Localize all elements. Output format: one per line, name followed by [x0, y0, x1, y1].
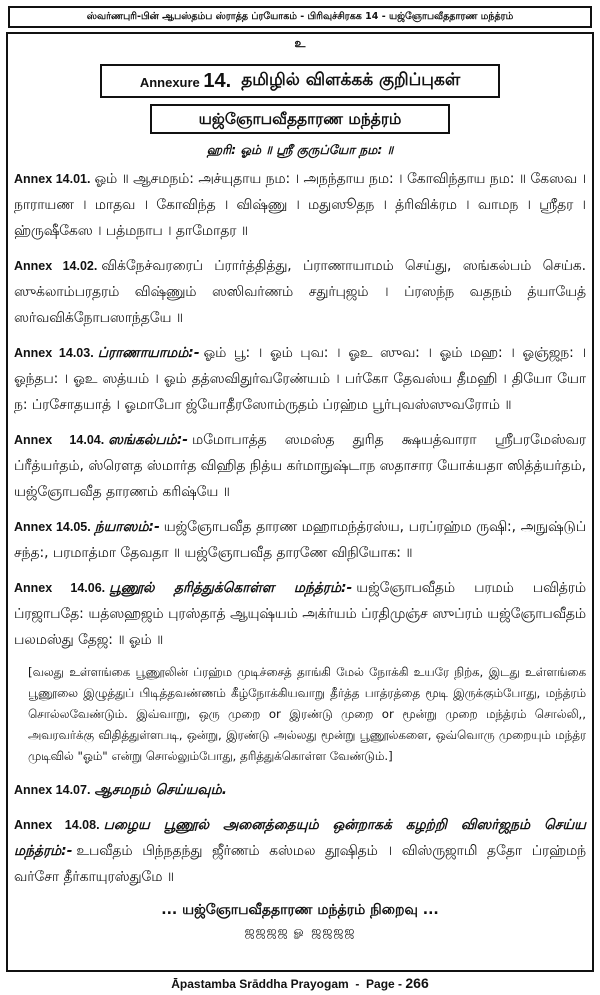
section-14-02 [14, 253, 586, 331]
section-id: Annex 14.03. [14, 346, 94, 360]
instruction-note: [வலது உள்ளங்கை பூணூலின் ப்ரஹ்ம முடிச்சைத் தாங்கி மேல் நோக்கி உயரே நிற்க, இடது உள்ளங்கை பூணூலை இழுத்துப் பிடித்தவண்ணம் கீழ்நோக்கியவாறு தீர்த்த பாத்ரத்தை மூடி இருக்கும்போது, மந்த்ரம் சொல்லவேண்டும். இவ்வாறு, ஒரு முறை or இரண்டு முறை or மூன்று முறை மந்த்ரம் சொல்லி,, அவரவர்க்கு விதித்துள்ளபடி, ஒன்று, இரண்டு அல்லது மூன்று பூணூல்களை, ஒவ்வொரு முறையும் மந்த்ர முடிவில் "ஓம்" என்று சொல்லும்போது, தரித்துக்கொள்ள வேண்டும்.] [28, 665, 586, 763]
invocation-line: ஹரி: ஓம் ॥ ஸ்ரீ குருப்யோ நம: ॥ [206, 142, 394, 157]
section-text: யஜ்ஞோபவீதம் பரமம் பவித்ரம் ப்ரஜாபதே: யத்ஸஹஜம் புரஸ்தாத் ஆயுஷ்யம் அக்ர்யம் ப்ரதிமுஞ்ச ஸுப்ரம் யஜ்ஞோபவீதம் பலமஸ்து தேஜ: ॥ ஓம் ॥ [14, 580, 586, 648]
section-heading: ஸங்கல்பம்:- [108, 432, 188, 448]
footer-separator: - [355, 977, 360, 991]
section-id: Annex 14.06. [14, 581, 106, 595]
ornament-divider: ஜஜஜஜ ௐ ஜஜஜஜ [244, 924, 356, 938]
section-14-05 [14, 514, 586, 566]
section-heading: பழைய பூணூல் அனைத்தையும் ஒன்றாகக் கழற்றி விஸர்ஜநம் செய்ய மந்த்ரம்:- [14, 817, 587, 859]
section-id: Annex 14.07. [14, 783, 91, 797]
page-footer [0, 975, 600, 991]
section-heading: ஆசமநம் செய்யவும். [94, 782, 227, 798]
section-text: யஜ்ஞோபவீத தாரண மஹாமந்த்ரஸ்ய, பரப்ரஹ்ம ருஷி:, அநுஷ்டுப் சந்த:, பரமாத்மா தேவதா ॥ யஜ்ஞோபவீத தாரணே விநியோக: ॥ [14, 519, 586, 561]
annexure-title-box [100, 64, 500, 98]
footer-page-label: Page - [366, 977, 403, 991]
section-id: Annex 14.08. [14, 818, 100, 832]
document-body [14, 166, 586, 941]
section-id: Annex 14.04. [14, 433, 105, 447]
section-14-03 [14, 340, 586, 418]
mantra-title-box: யஜ்ஞோபவீததாரண மந்த்ரம் [150, 104, 450, 134]
section-heading: பூணூல் தரித்துக்கொள்ள மந்த்ரம்:- [109, 580, 353, 596]
section-heading: ப்ராணாயாமம்:- [97, 345, 200, 361]
section-14-08 [14, 812, 586, 890]
section-text: ஓம் பூ: । ஓம் புவ: । ஓஉ ஸுவ: । ஓம் மஹ: । ஓஞ்ஜந: । ஓந்தப: । ஓஉ ஸத்யம் । ஓம் தத்ஸவிதுர்வரேண்யம் । பர்கோ தேவஸ்ய தீமஹி । தியோ யோ ந: ப்ரசோதயாத் । ஓமாபோ ஜ்யோதீரஸோம்ருதம் ப்ரஹ்ம பூர்புவஸ்ஸுவரோம் ॥ [14, 345, 586, 413]
running-head: ஸ்வர்ணபுரி-பின் ஆபஸ்தம்ப ஸ்ராத்த ப்ரயோகம் - பிரிவுச்சிரகக 14 - யஜ்ஞோபவீததாரண மந்த்ரம் [8, 6, 592, 28]
closing-line: ... யஜ்ஞோபவீததாரண மந்த்ரம் நிறைவு ... [161, 902, 439, 918]
section-id: Annex 14.05. [14, 520, 91, 534]
section-heading: ந்யாஸம்:- [94, 519, 160, 535]
page-mark: உ [294, 36, 306, 50]
section-14-07 [14, 777, 586, 803]
section-text: ஓம் ॥ ஆசமநம்: அச்யுதாய நம: । அநந்தாய நம: । கோவிந்தாய நம: ॥ கேஸவ । நாராயண । மாதவ । கோவிந்த । விஷ்ணு । மதுஸூதந । த்ரிவிக்ரம । வாமந । ஸ்ரீதர । ஹ்ருஷீகேஸ । பத்மநாப । தாமோதர ॥ [14, 171, 586, 239]
footer-title: Āpastamba Srāddha Prayogam [171, 977, 349, 991]
section-14-06 [14, 575, 586, 653]
annexure-number: 14. [203, 69, 232, 92]
section-text: உபவீதம் பிந்நதந்து ஜீர்ணம் கஸ்மல தூஷிதம் । விஸ்ருஜாமி ததோ ப்ரஹ்மந் வர்சோ தீர்காயுரஸ்துமே ॥ [14, 843, 586, 885]
section-text: விக்நேச்வரரைப் ப்ரார்த்தித்து, ப்ராணாயாமம் செய்து, ஸங்கல்பம் செய்க. ஸுக்லாம்பரதரம் விஷ்ணும் ஸஸிவர்ணம் சதுர்புஜம் । ப்ரஸந்ந வதநம் த்யாயேத் ஸர்வவிக்நோபஸாந்தயே ॥ [14, 258, 586, 326]
annexure-heading: தமிழில் விளக்கக் குறிப்புகள் [241, 70, 461, 90]
annexure-label: Annexure 14. [139, 69, 232, 92]
section-text: மமோபாத்த ஸமஸ்த துரித க்ஷயத்வாரா ஸ்ரீபரமேஸ்வர ப்ரீத்யர்தம், ஸ்ரௌத ஸ்மார்த விஹித நித்ய கர்மாநுஷ்டாந ஸதாசார யோக்யதா ஸித்த்யர்தம், யஜ்ஞோபவீத தாரணம் கரிஷ்யே ॥ [14, 432, 586, 500]
section-14-01 [14, 166, 586, 244]
section-14-04 [14, 427, 586, 505]
page-number: 266 [405, 975, 429, 991]
section-id: Annex 14.01. [14, 172, 91, 186]
section-id: Annex 14.02. [14, 259, 98, 273]
